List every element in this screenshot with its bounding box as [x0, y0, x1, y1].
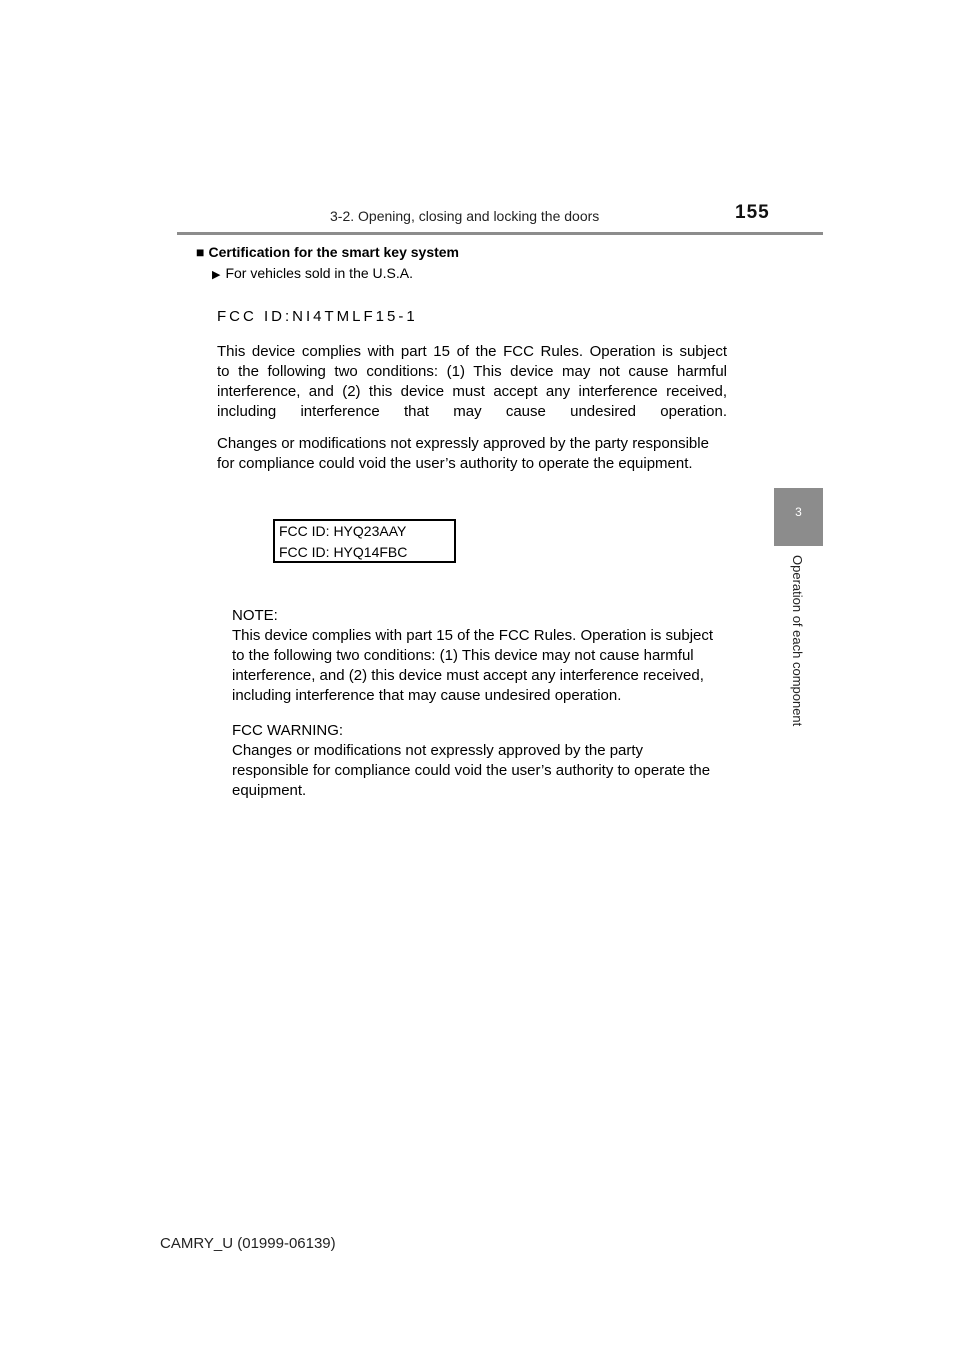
triangle-arrow-icon: ▶ [212, 269, 221, 281]
text-line: This device complies with part 15 of the FCC Rules. Operation is subject [232, 627, 714, 644]
fcc-id-line: FCC ID: HYQ23AAY [279, 523, 407, 539]
text-line: for compliance could void the user’s authority to operate the equipment. [217, 455, 693, 472]
fcc-id-box [273, 519, 456, 563]
fcc-compliance-paragraph [217, 342, 727, 422]
text-line: interference, and (2) this device must accept any interference received, [232, 667, 704, 684]
square-bullet-icon: ■ [196, 244, 205, 260]
chapter-number: 3 [795, 505, 802, 519]
heading-text: Certification for the smart key system [208, 244, 459, 260]
text-line: This device complies with part 15 of the FCC Rules. Operation is subject [217, 343, 727, 360]
sub-condition-text: For vehicles sold in the U.S.A. [225, 265, 413, 281]
fcc-id-label: FCC ID:NI4TMLF15-1 [217, 308, 418, 325]
text-line: FCC WARNING: [232, 722, 344, 739]
text-line: equipment. [232, 782, 307, 799]
chapter-label: Operation of each component [790, 555, 805, 727]
header-divider [177, 232, 823, 235]
document-code: CAMRY_U (01999-06139) [160, 1235, 336, 1252]
modifications-paragraph [217, 434, 727, 474]
page-number: 155 [735, 202, 770, 223]
section-heading [196, 244, 459, 260]
text-line: NOTE: [232, 607, 278, 624]
text-line: interference, and (2) this device must accept any interference received, [217, 383, 727, 400]
text-line: including interference that may cause undesired operation. [217, 403, 727, 420]
note-paragraph [232, 606, 732, 706]
fcc-id-line: FCC ID: HYQ14FBC [279, 544, 408, 560]
fcc-warning-paragraph [232, 721, 732, 801]
text-line: Changes or modifications not expressly approved by the party responsible [217, 435, 709, 452]
text-line: to the following two conditions: (1) This device may not cause harmful [232, 647, 694, 664]
text-line: including interference that may cause undesired operation. [232, 687, 622, 704]
sub-condition [212, 265, 413, 281]
text-line: Changes or modifications not expressly approved by the party [232, 742, 644, 759]
chapter-tab [774, 488, 823, 546]
section-title: 3-2. Opening, closing and locking the doors [330, 208, 600, 224]
text-line: responsible for compliance could void the user’s authority to operate the [232, 762, 711, 779]
text-line: to the following two conditions: (1) This device may not cause harmful [217, 363, 727, 380]
